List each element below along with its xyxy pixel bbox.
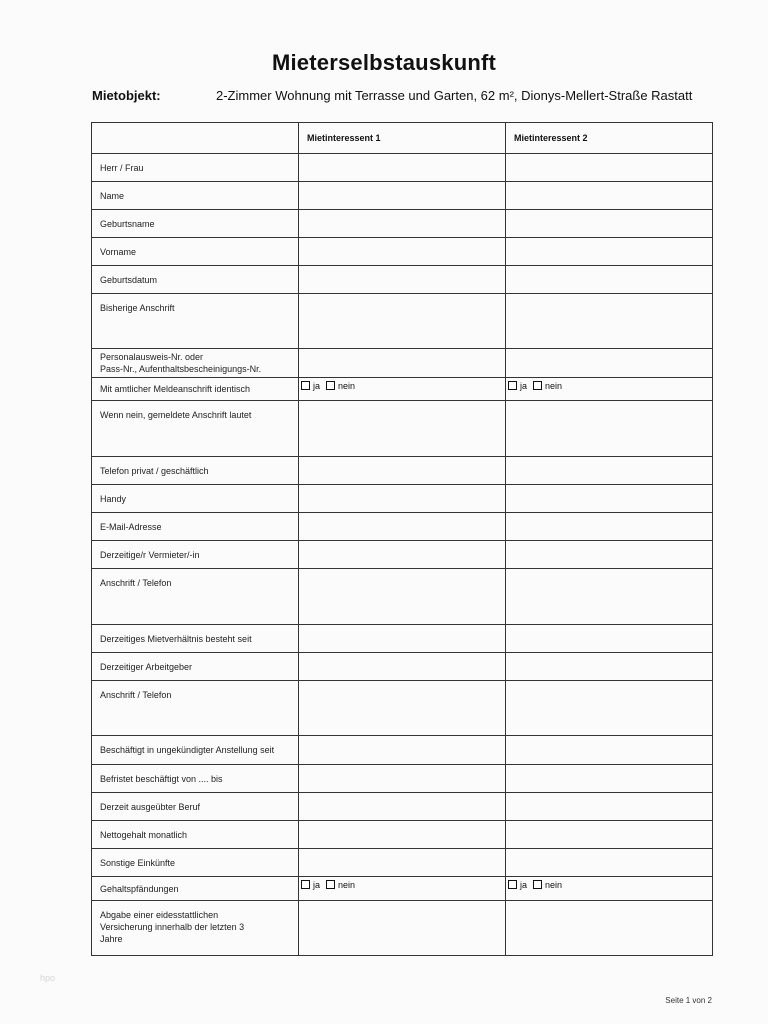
applicant-1-field[interactable] — [299, 485, 506, 513]
row-label — [92, 238, 299, 266]
applicant-2-field[interactable] — [506, 401, 713, 457]
checkbox-nein-label: nein — [545, 381, 563, 391]
applicant-2-field[interactable] — [506, 821, 713, 849]
checkbox-nein[interactable] — [326, 880, 335, 889]
applicant-2-field[interactable] — [506, 154, 713, 182]
row-label — [92, 736, 299, 765]
applicant-2-field[interactable] — [506, 736, 713, 765]
checkbox-ja-label: ja — [313, 381, 321, 391]
row-label-line: Nettogehalt monatlich — [100, 829, 188, 840]
form-row — [92, 294, 713, 349]
row-label — [92, 210, 299, 238]
row-label — [92, 266, 299, 294]
form-row — [92, 821, 713, 849]
checkbox-nein[interactable] — [533, 381, 542, 390]
applicant-1-field[interactable] — [299, 457, 506, 485]
row-label-line: Handy — [100, 493, 127, 504]
applicant-2-field[interactable] — [506, 765, 713, 793]
row-label-line: Personalausweis-Nr. oder — [100, 352, 204, 362]
row-label — [92, 182, 299, 210]
row-label — [92, 569, 299, 625]
applicant-2-field[interactable] — [506, 625, 713, 653]
applicant-1-field[interactable] — [299, 349, 506, 378]
row-label-line: Derzeitiger Arbeitgeber — [100, 661, 193, 672]
form-row — [92, 901, 713, 956]
row-label-line: E-Mail-Adresse — [100, 521, 162, 532]
row-label-line: Jahre — [100, 934, 123, 944]
form-row — [92, 210, 713, 238]
row-label-line: Abgabe einer eidesstattlichen — [100, 910, 219, 920]
form-row — [92, 569, 713, 625]
form-row — [92, 765, 713, 793]
row-label-line: Mit amtlicher Meldeanschrift identisch — [100, 384, 251, 394]
mietobjekt-value: 2-Zimmer Wohnung mit Terrasse und Garten, 62 m², Dionys-Mellert-Straße Rastatt — [216, 88, 693, 103]
applicant-1-field[interactable] — [299, 569, 506, 625]
form-row — [92, 182, 713, 210]
applicant-2-field[interactable] — [506, 457, 713, 485]
row-label-line: Anschrift / Telefon — [100, 690, 172, 700]
row-label — [92, 349, 299, 378]
checkbox-ja[interactable] — [301, 381, 310, 390]
row-label-line: Versicherung innerhalb der letzten 3 — [100, 922, 245, 932]
row-label-line: Vorname — [100, 246, 137, 257]
watermark: hpo — [40, 973, 56, 983]
applicant-2-field[interactable] — [506, 266, 713, 294]
form-row — [92, 457, 713, 485]
checkbox-ja-label: ja — [520, 381, 528, 391]
self-disclosure-table — [91, 122, 713, 956]
row-label — [92, 294, 299, 349]
applicant-1-field[interactable] — [299, 849, 506, 877]
row-label-line: Derzeitige/r Vermieter/-in — [100, 549, 200, 560]
applicant-1-field[interactable] — [299, 238, 506, 266]
applicant-1-field[interactable] — [299, 154, 506, 182]
row-label-line: Bisherige Anschrift — [100, 303, 175, 313]
applicant-2-field[interactable] — [506, 238, 713, 266]
row-label — [92, 378, 299, 401]
applicant-2-field[interactable] — [506, 681, 713, 736]
form-row — [92, 349, 713, 378]
header-blank — [92, 123, 299, 154]
row-label-line: Pass-Nr., Aufenthaltsbescheinigungs-Nr. — [100, 364, 262, 374]
form-row — [92, 849, 713, 877]
applicant-2-field[interactable] — [506, 849, 713, 877]
row-label — [92, 765, 299, 793]
applicant-1-field[interactable] — [299, 266, 506, 294]
form-row — [92, 877, 713, 901]
row-label — [92, 154, 299, 182]
checkbox-ja[interactable] — [508, 880, 517, 889]
applicant-2-field[interactable] — [506, 653, 713, 681]
row-label-line: Beschäftigt in ungekündigter Anstellung seit — [100, 745, 275, 755]
form-row — [92, 736, 713, 765]
applicant-2-field[interactable] — [506, 877, 713, 901]
form-row — [92, 378, 713, 401]
mietobjekt-label: Mietobjekt: — [92, 88, 161, 103]
row-label — [92, 821, 299, 849]
form-row — [92, 625, 713, 653]
applicant-1-field[interactable] — [299, 877, 506, 901]
form-row — [92, 541, 713, 569]
checkbox-nein[interactable] — [533, 880, 542, 889]
row-label-line: Gehaltspfändungen — [100, 883, 179, 894]
page-number: Seite 1 von 2 — [665, 996, 712, 1005]
row-label-line: Name — [100, 190, 125, 201]
row-label-line: Wenn nein, gemeldete Anschrift lautet — [100, 410, 252, 420]
header-applicant-1: Mietinteressent 1 — [299, 123, 506, 154]
row-label — [92, 901, 299, 956]
form-row — [92, 681, 713, 736]
checkbox-nein[interactable] — [326, 381, 335, 390]
form-row — [92, 653, 713, 681]
row-label-line: Sonstige Einkünfte — [100, 857, 176, 868]
row-label-line: Derzeit ausgeübter Beruf — [100, 801, 201, 812]
applicant-1-field[interactable] — [299, 378, 506, 401]
row-label-line: Herr / Frau — [100, 162, 144, 173]
applicant-1-field[interactable] — [299, 681, 506, 736]
row-label-line: Befristet beschäftigt von .... bis — [100, 773, 223, 784]
form-row — [92, 513, 713, 541]
row-label — [92, 485, 299, 513]
checkbox-ja-label: ja — [313, 880, 321, 890]
applicant-2-field[interactable] — [506, 541, 713, 569]
yes-no-checkboxes — [508, 877, 568, 891]
yes-no-checkboxes — [301, 378, 361, 392]
form-row — [92, 485, 713, 513]
row-label-line: Anschrift / Telefon — [100, 578, 172, 588]
applicant-1-field[interactable] — [299, 513, 506, 541]
applicant-1-field[interactable] — [299, 541, 506, 569]
row-label-line: Telefon privat / geschäftlich — [100, 465, 209, 476]
applicant-2-field[interactable] — [506, 569, 713, 625]
applicant-1-field[interactable] — [299, 182, 506, 210]
applicant-2-field[interactable] — [506, 513, 713, 541]
row-label — [92, 457, 299, 485]
applicant-1-field[interactable] — [299, 736, 506, 765]
applicant-1-field[interactable] — [299, 625, 506, 653]
row-label — [92, 793, 299, 821]
applicant-1-field[interactable] — [299, 765, 506, 793]
form-row — [92, 266, 713, 294]
applicant-2-field[interactable] — [506, 294, 713, 349]
yes-no-checkboxes — [508, 378, 568, 392]
header-applicant-2: Mietinteressent 2 — [506, 123, 713, 154]
checkbox-ja[interactable] — [508, 381, 517, 390]
form-row — [92, 401, 713, 457]
page-title: Mieterselbstauskunft — [271, 50, 497, 75]
applicant-1-field[interactable] — [299, 653, 506, 681]
row-label — [92, 681, 299, 736]
row-label — [92, 401, 299, 457]
applicant-2-field[interactable] — [506, 901, 713, 956]
applicant-2-field[interactable] — [506, 349, 713, 378]
applicant-2-field[interactable] — [506, 793, 713, 821]
form-row — [92, 154, 713, 182]
row-label-line: Geburtsname — [100, 218, 155, 229]
form-row — [92, 238, 713, 266]
row-label — [92, 877, 299, 901]
applicant-1-field[interactable] — [299, 401, 506, 457]
row-label-line: Geburtsdatum — [100, 274, 158, 285]
applicant-1-field[interactable] — [299, 210, 506, 238]
applicant-1-field[interactable] — [299, 821, 506, 849]
checkbox-nein-label: nein — [545, 880, 563, 890]
checkbox-nein-label: nein — [338, 381, 356, 391]
applicant-2-field[interactable] — [506, 485, 713, 513]
applicant-2-field[interactable] — [506, 210, 713, 238]
row-label — [92, 513, 299, 541]
applicant-2-field[interactable] — [506, 378, 713, 401]
checkbox-nein-label: nein — [338, 880, 356, 890]
row-label — [92, 849, 299, 877]
row-label — [92, 541, 299, 569]
applicant-2-field[interactable] — [506, 182, 713, 210]
applicant-1-field[interactable] — [299, 901, 506, 956]
row-label — [92, 625, 299, 653]
applicant-1-field[interactable] — [299, 294, 506, 349]
checkbox-ja-label: ja — [520, 880, 528, 890]
row-label-line: Derzeitiges Mietverhältnis besteht seit — [100, 633, 252, 644]
form-row — [92, 793, 713, 821]
row-label — [92, 653, 299, 681]
yes-no-checkboxes — [301, 877, 361, 891]
checkbox-ja[interactable] — [301, 880, 310, 889]
applicant-1-field[interactable] — [299, 793, 506, 821]
